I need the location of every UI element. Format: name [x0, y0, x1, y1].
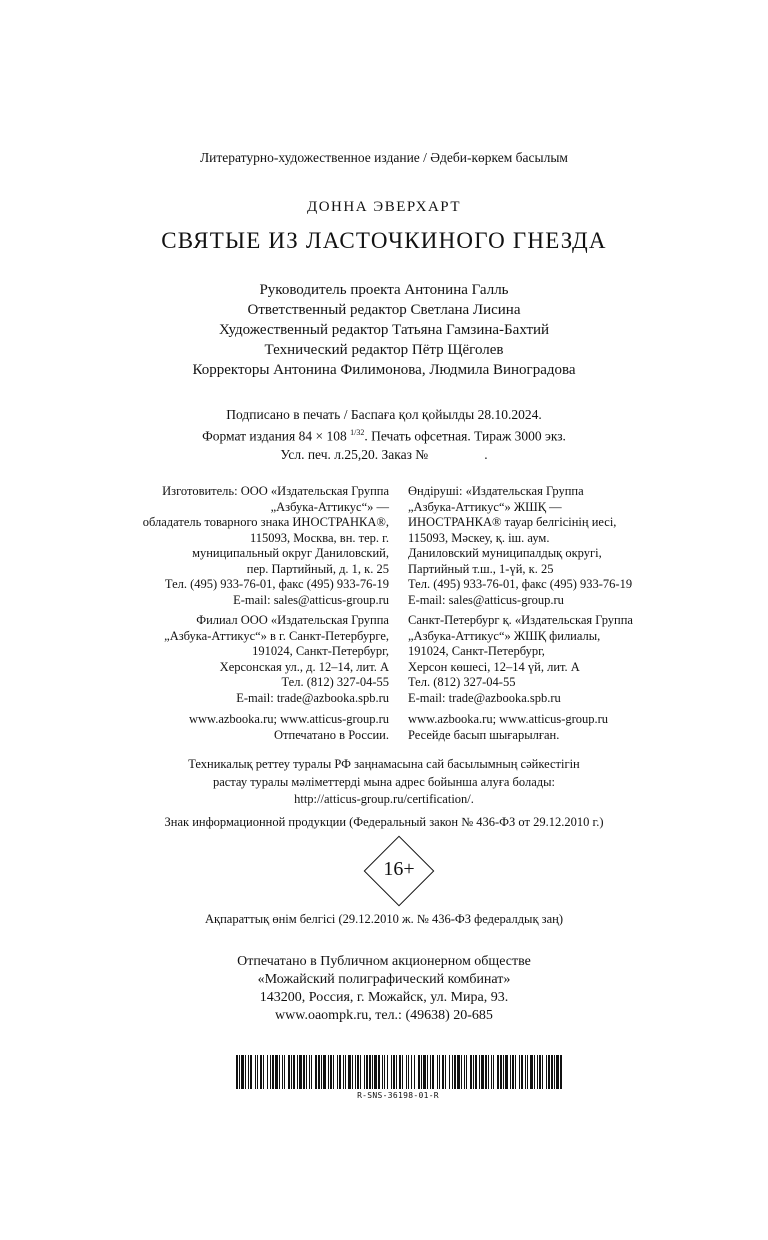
barcode-bar: [475, 1055, 477, 1089]
barcode-bar: [343, 1055, 344, 1089]
barcode-bar: [378, 1055, 380, 1089]
barcode-bar: [452, 1055, 453, 1089]
text-line: муниципальный округ Даниловский,: [192, 546, 389, 560]
barcode-bar: [418, 1055, 420, 1089]
barcode-bar: [512, 1055, 514, 1089]
staff-line: Художественный редактор Татьяна Гамзина-Бахтий: [218, 322, 550, 338]
printed-in-russia: Отпечатано в России.: [274, 727, 389, 742]
barcode-bar: [461, 1055, 462, 1089]
barcode-bar: [250, 1055, 252, 1089]
barcode-bar: [364, 1055, 365, 1089]
barcode-bar: [355, 1055, 356, 1089]
text-line: 191024, Санкт-Петербург,: [252, 644, 389, 658]
barcode: [236, 1055, 562, 1089]
order-suffix: .: [484, 446, 488, 462]
barcode-bar: [542, 1055, 543, 1089]
text-line: Тел. (495) 933-76-01, факс (495) 933-76-19: [408, 577, 633, 591]
barcode-bar: [374, 1055, 377, 1089]
barcode-bar: [345, 1055, 346, 1089]
text-line: „Азбука-Аттикус“» в г. Санкт-Петербурге,: [164, 628, 389, 643]
text-line: 143200, Россия, г. Можайск, ул. Мира, 93.: [259, 990, 509, 1005]
branch-kz: [408, 613, 668, 706]
text-line: Техникалық реттеу туралы РФ заңнамасына сай басылымның сәйкестігін: [188, 757, 580, 771]
barcode-bar: [439, 1055, 440, 1089]
barcode-bar: [384, 1055, 385, 1089]
text-line: E-mail: trade@azbooka.spb.ru: [408, 690, 561, 705]
barcode-bar: [272, 1055, 274, 1089]
imprint-type: Литературно-художественное издание / Әдеби-көркем басылым: [200, 150, 568, 165]
print-info: [0, 406, 768, 464]
manufacturer-ru: [100, 484, 389, 608]
website-line: www.azbooka.ru; www.atticus-group.ru: [408, 712, 609, 726]
barcode-bar: [551, 1055, 553, 1089]
barcode-bar: [303, 1055, 305, 1089]
barcode-bar: [497, 1055, 499, 1089]
barcode-bar: [556, 1055, 559, 1089]
barcode-bar: [442, 1055, 444, 1089]
barcode-bar: [330, 1055, 332, 1089]
barcode-bar: [282, 1055, 283, 1089]
order-prefix: Усл. печ. л.25,20. Заказ №: [280, 446, 429, 462]
barcode-bar: [479, 1055, 480, 1089]
barcode-bar: [466, 1055, 467, 1089]
text-line: 191024, Санкт-Петербург,: [408, 644, 545, 658]
barcode-bar: [488, 1055, 489, 1089]
barcode-bar: [393, 1055, 395, 1089]
barcode-bar: [423, 1055, 426, 1089]
text-line: Даниловский муниципалдық округі,: [408, 546, 602, 560]
barcode-bar: [491, 1055, 492, 1089]
barcode-bar: [414, 1055, 415, 1089]
staff-line: Технический редактор Пётр Щёголев: [264, 342, 504, 358]
barcode-bar: [546, 1055, 547, 1089]
barcode-bar: [554, 1055, 555, 1089]
websites-ru: [100, 712, 389, 743]
barcode-bar: [275, 1055, 278, 1089]
staff-credits: [0, 280, 768, 380]
barcode-bar: [321, 1055, 322, 1089]
barcode-bar: [337, 1055, 338, 1089]
barcode-bar: [360, 1055, 361, 1089]
staff-line: Корректоры Антонина Филимонова, Людмила Виноградова: [192, 362, 576, 378]
barcode-bar: [387, 1055, 388, 1089]
text-line: Отпечатано в Публичном акционерном обществе: [237, 954, 531, 969]
text-line: пер. Партийный, д. 1, к. 25: [246, 561, 389, 576]
barcode-bar: [510, 1055, 511, 1089]
barcode-bar: [382, 1055, 383, 1089]
text-line: ИНОСТРАНКА® тауар белгісінің иесі,: [408, 515, 617, 529]
barcode-bar: [515, 1055, 516, 1089]
barcode-bar: [534, 1055, 535, 1089]
barcode-bar: [457, 1055, 460, 1089]
text-line: Херсонская ул., д. 12–14, лит. А: [219, 659, 389, 674]
website-line: www.azbooka.ru; www.atticus-group.ru: [188, 712, 389, 726]
text-line: www.oaompk.ru, тел.: (49638) 20-685: [275, 1008, 493, 1023]
barcode-bar: [430, 1055, 431, 1089]
barcode-bar: [352, 1055, 353, 1089]
text-line: „Азбука-Аттикус“» —: [270, 499, 389, 514]
barcode-bar: [500, 1055, 502, 1089]
barcode-bar: [485, 1055, 487, 1089]
text-line: Санкт-Петербург қ. «Издательская Группа: [408, 613, 633, 627]
barcode-bar: [323, 1055, 326, 1089]
text-line: Тел. (495) 933-76-01, факс (495) 933-76-19: [164, 577, 389, 591]
format-prefix: Формат издания 84 × 108: [202, 428, 351, 444]
barcode-bar: [333, 1055, 334, 1089]
age-rating-text: 16+: [383, 858, 415, 880]
barcode-bar: [493, 1055, 494, 1089]
barcode-bar: [357, 1055, 359, 1089]
barcode-bar: [445, 1055, 446, 1089]
barcode-bar: [257, 1055, 258, 1089]
book-title: СВЯТЫЕ ИЗ ЛАСТОЧКИНОГО ГНЕЗДА: [161, 228, 607, 253]
manufacturer-kz: [408, 484, 668, 608]
text-line: 115093, Москва, вн. тер. г.: [249, 530, 389, 545]
websites-kz: [408, 712, 668, 743]
barcode-code: R-SNS-36198-01-R: [357, 1091, 439, 1100]
barcode-bar: [473, 1055, 474, 1089]
barcode-bar: [396, 1055, 397, 1089]
barcode-bar: [297, 1055, 298, 1089]
text-line: Изготовитель: ООО «Издательская Группа: [162, 484, 389, 498]
order-line: [0, 446, 768, 464]
text-line: растау туралы мәліметтерді мына адрес бойынша алуға болады:: [212, 774, 556, 789]
text-line: „Азбука-Аттикус“» ЖШҚ филиалы,: [408, 628, 601, 643]
certification-note: [0, 756, 768, 809]
text-line: обладатель товарного знака ИНОСТРАНКА®,: [142, 515, 389, 529]
barcode-bar: [248, 1055, 249, 1089]
barcode-bar: [539, 1055, 541, 1089]
printer-info: [0, 953, 768, 1025]
barcode-bar: [519, 1055, 520, 1089]
barcode-bar: [299, 1055, 302, 1089]
staff-line: Руководитель проекта Антонина Галль: [259, 282, 509, 298]
barcode-bar: [315, 1055, 317, 1089]
barcode-bar: [255, 1055, 256, 1089]
barcode-bar: [530, 1055, 533, 1089]
printed-in-russia-kz: Ресейде басып шығарылған.: [408, 727, 560, 742]
barcode-bar: [391, 1055, 392, 1089]
barcode-bar: [421, 1055, 422, 1089]
format-fraction: 1/32: [350, 428, 365, 437]
barcode-bar: [245, 1055, 246, 1089]
author-name: ДОННА ЭВЕРХАРТ: [306, 199, 461, 215]
format-line: [0, 424, 768, 446]
barcode-bar: [560, 1055, 562, 1089]
text-line: E-mail: sales@atticus-group.ru: [233, 592, 389, 607]
barcode-bar: [548, 1055, 550, 1089]
barcode-bar: [267, 1055, 268, 1089]
barcode-bar: [454, 1055, 456, 1089]
signed-date: Подписано в печать / Баспаға қол қойылды 28.10.2024.: [226, 407, 542, 422]
info-product-sign-kz: Ақпараттық өнім белгісі (29.12.2010 ж. № 436-ФЗ федералдық заң): [205, 912, 563, 926]
text-line: Филиал ООО «Издательская Группа: [196, 613, 389, 627]
barcode-bar: [369, 1055, 371, 1089]
barcode-bar: [270, 1055, 271, 1089]
barcode-bar: [328, 1055, 329, 1089]
barcode-bar: [399, 1055, 401, 1089]
barcode-bar: [260, 1055, 262, 1089]
barcode-bar: [464, 1055, 465, 1089]
barcode-bar: [537, 1055, 538, 1089]
barcode-bar: [236, 1055, 238, 1089]
text-line: Тел. (812) 327-04-55: [408, 675, 516, 689]
barcode-bar: [279, 1055, 280, 1089]
barcode-bar: [293, 1055, 295, 1089]
certification-url: http://atticus-group.ru/certification/.: [294, 792, 474, 806]
barcode-bar: [470, 1055, 472, 1089]
barcode-bar: [449, 1055, 450, 1089]
barcode-bar: [503, 1055, 504, 1089]
text-line: Тел. (812) 327-04-55: [281, 675, 389, 689]
barcode-bar: [505, 1055, 508, 1089]
barcode-bar: [309, 1055, 310, 1089]
text-line: Херсон көшесі, 12–14 үй, лит. А: [408, 659, 580, 674]
barcode-bar: [311, 1055, 312, 1089]
barcode-bar: [306, 1055, 307, 1089]
barcode-bar: [239, 1055, 240, 1089]
barcode-image: [236, 1055, 562, 1089]
barcode-bar: [241, 1055, 244, 1089]
barcode-bar: [263, 1055, 264, 1089]
info-product-sign-ru: Знак информационной продукции (Федеральный закон № 436-ФЗ от 29.12.2010 г.): [164, 815, 604, 829]
barcode-bar: [372, 1055, 373, 1089]
barcode-bar: [339, 1055, 341, 1089]
branch-ru: [100, 613, 389, 706]
barcode-bar: [366, 1055, 368, 1089]
barcode-bar: [288, 1055, 290, 1089]
barcode-bar: [481, 1055, 484, 1089]
barcode-bar: [284, 1055, 285, 1089]
text-line: „Азбука-Аттикус“» ЖШҚ —: [408, 499, 562, 514]
barcode-bar: [521, 1055, 523, 1089]
text-line: «Можайский полиграфический комбинат»: [257, 972, 511, 987]
barcode-bar: [427, 1055, 428, 1089]
text-line: E-mail: sales@atticus-group.ru: [408, 592, 564, 607]
staff-line: Ответственный редактор Светлана Лисина: [247, 302, 521, 318]
barcode-bar: [406, 1055, 407, 1089]
barcode-bar: [411, 1055, 412, 1089]
barcode-bar: [291, 1055, 292, 1089]
barcode-bar: [432, 1055, 434, 1089]
barcode-bar: [525, 1055, 526, 1089]
barcode-bar: [402, 1055, 403, 1089]
barcode-bar: [527, 1055, 528, 1089]
barcode-bar: [437, 1055, 438, 1089]
barcode-bar: [408, 1055, 409, 1089]
barcode-bar: [348, 1055, 351, 1089]
text-line: Партийный т.ш., 1-үй, к. 25: [408, 561, 554, 576]
format-suffix: . Печать офсетная. Тираж 3000 экз.: [364, 428, 566, 444]
text-line: 115093, Мәскеу, қ. іш. аум.: [408, 530, 550, 545]
age-rating-badge: [362, 834, 436, 908]
text-line: Өндіруші: «Издательская Группа: [408, 484, 584, 498]
text-line: E-mail: trade@azbooka.spb.ru: [236, 690, 389, 705]
barcode-bar: [318, 1055, 320, 1089]
